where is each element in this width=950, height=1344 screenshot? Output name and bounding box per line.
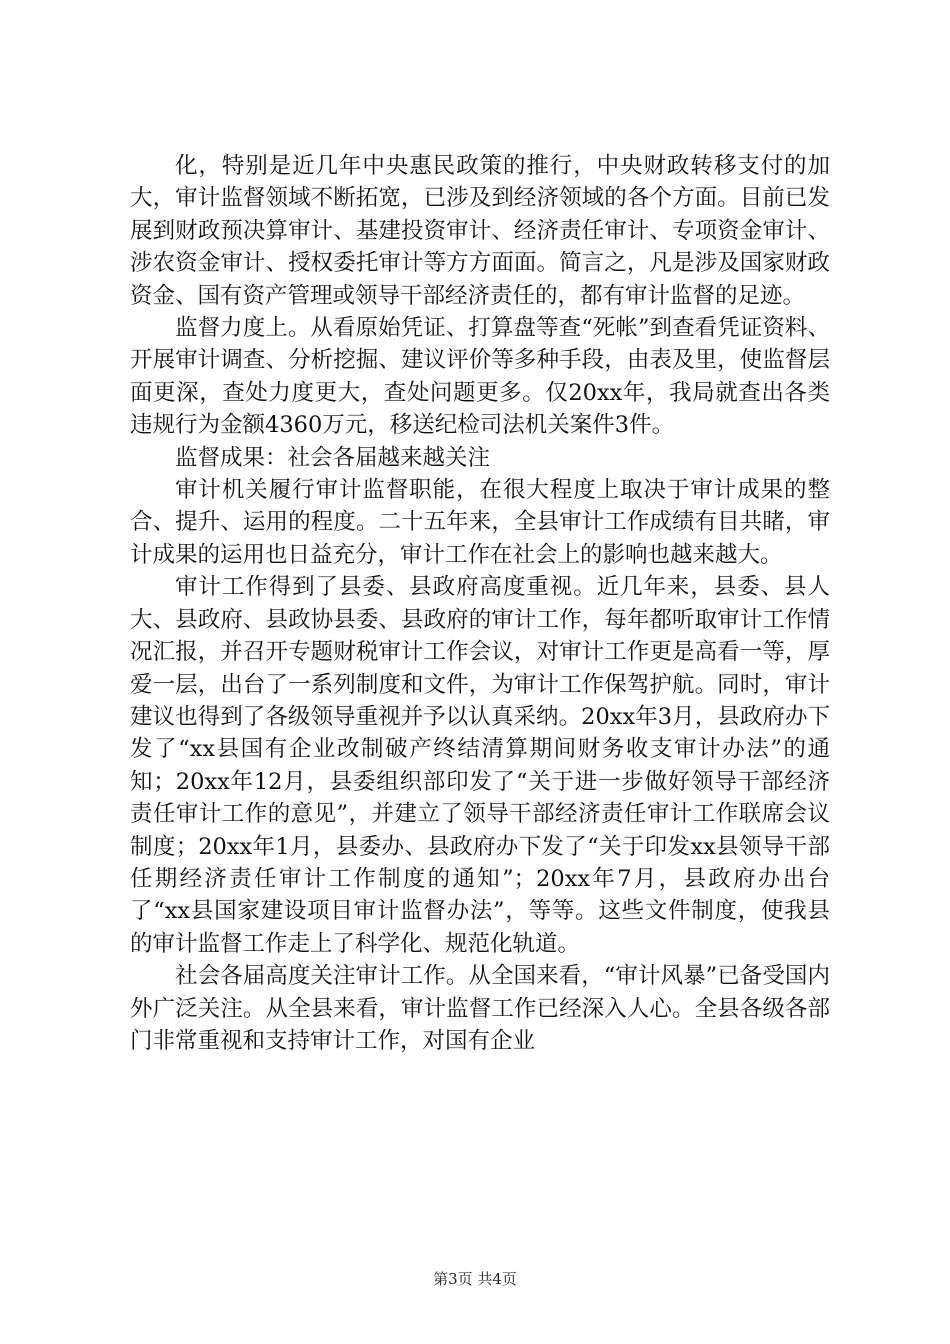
paragraph-continued-audit-scope: 化，特别是近几年中央惠民政策的推行，中央财政转移支付的加大，审计监督领域不断拓宽，已涉及到经济领域的各个方面。目前已发展到财政预决算审计、基建投资审计、经济责任审计、专项资金审计、涉农资金审计、授权委托审计等方方面面。简言之，凡是涉及国家财政资金、国有资产管理或领导干部经济责任的，都有审计监督的足迹。: [130, 153, 830, 309]
paragraph-supervision-strength: 监督力度上。从看原始凭证、打算盘等查“死帐”到查看凭证资料、开展审计调查、分析挖掘、建议评价等多种手段，由表及里，使监督层面更深，查处力度更大，查处问题更多。仅20xx年，我局就查出各类违规行为金额4360万元，移送纪检司法机关案件3件。: [130, 315, 830, 439]
page-footer: 第3页 共4页: [433, 1270, 517, 1288]
document-body: [130, 150, 830, 1057]
paragraph-social-attention: 社会各届高度关注审计工作。从全国来看，“审计风暴”已备受国内外广泛关注。从全县来看，审计监督工作已经深入人心。全县各级各部门非常重视和支持审计工作，对国有企业: [130, 963, 830, 1054]
section-heading-supervision-results: 监督成果：社会各届越来越关注: [175, 444, 491, 471]
paragraph-government-attention: 审计工作得到了县委、县政府高度重视。近几年来，县委、县人大、县政府、县政协县委、县政府的审计工作，每年都听取审计工作情况汇报，并召开专题财税审计工作会议，对审计工作更是高看一等，厚爱一层，出台了一系列制度和文件，为审计工作保驾护航。同时，审计建议也得到了各级领导重视并予以认真采纳。20xx年3月，县政府办下发了“xx县国有企业改制破产终结清算期间财务收支审计办法”的通知；20xx年12月，县委组织部印发了“关于进一步做好领导干部经济责任审计工作的意见”，并建立了领导干部经济责任审计工作联席会议制度；20xx年1月，县委办、县政府办下发了“关于印发xx县领导干部任期经济责任审计工作制度的通知”；20xx年7月，县政府办出台了“xx县国家建设项目审计监督办法”，等等。这些文件制度，使我县的审计监督工作走上了科学化、规范化轨道。: [130, 574, 830, 957]
paragraph-audit-results-application: 审计机关履行审计监督职能，在很大程度上取决于审计成果的整合、提升、运用的程度。二十五年来，全县审计工作成绩有目共睹，审计成果的运用也日益充分，审计工作在社会上的影响也越来越大。: [130, 477, 830, 568]
